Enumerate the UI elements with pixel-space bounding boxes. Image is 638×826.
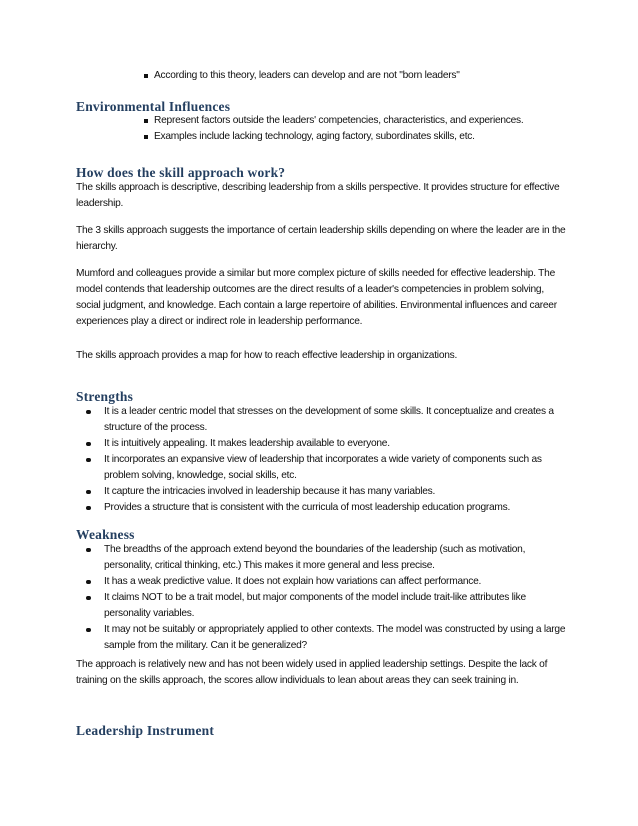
list-item: It incorporates an expansive view of leadership that incorporates a wide variety of components such as problem solving, knowledge, social skills, etc.	[76, 452, 566, 484]
how-paragraph-4: The skills approach provides a map for how to reach effective leadership in organizations.	[76, 350, 458, 361]
round-bullet-icon	[86, 410, 91, 415]
round-bullet-icon	[86, 580, 91, 585]
round-bullet-icon	[86, 548, 91, 553]
round-bullet-icon	[86, 628, 91, 633]
instrument-heading: Leadership Instrument	[76, 723, 215, 738]
round-bullet-icon	[86, 442, 91, 447]
strengths-bullet-list	[76, 404, 566, 516]
environmental-bullet-list	[144, 113, 574, 145]
list-item: It capture the intricacies involved in leadership because it has many variables.	[76, 484, 566, 500]
how-paragraph-3: Mumford and colleagues provide a similar but more complex picture of skills needed for effective leadership. The model contends that leadership outcomes are the direct results of a leader's competencies in problem solving, social judgment, and knowledge. Each contain a large repertoire of abilities. Environmental influences and career experiences play a direct or indirect role in leadership performance.	[76, 268, 557, 327]
weakness-heading: Weakness	[76, 527, 135, 542]
list-item: Represent factors outside the leaders' competencies, characteristics, and experiences.	[144, 113, 574, 129]
list-item: Provides a structure that is consistent with the curricula of most leadership education programs.	[76, 500, 566, 516]
weakness-section	[76, 527, 566, 543]
list-item: According to this theory, leaders can develop and are not "born leaders"	[144, 68, 574, 84]
square-bullet-icon	[144, 74, 148, 78]
strengths-heading: Strengths	[76, 389, 134, 404]
list-item: It has a weak predictive value. It does not explain how variations can affect performance.	[76, 574, 566, 590]
how-section	[76, 165, 566, 181]
weakness-paragraph: The approach is relatively new and has not been widely used in applied leadership settings. Despite the lack of training on the skills approach, the scores allow individuals to lean about areas they can seek training in.	[76, 659, 548, 686]
list-item: It claims NOT to be a trait model, but major components of the model include trait-like attributes like personality variables.	[76, 590, 566, 622]
round-bullet-icon	[86, 596, 91, 601]
environmental-heading: Environmental Influences	[76, 99, 231, 114]
round-bullet-icon	[86, 458, 91, 463]
list-item: Examples include lacking technology, aging factory, subordinates skills, etc.	[144, 129, 574, 145]
list-item: It may not be suitably or appropriately applied to other contexts. The model was constructed by using a large sample from the military. Can it be generalized?	[76, 622, 566, 654]
how-paragraph-1: The skills approach is descriptive, describing leadership from a skills perspective. It provides structure for effective leadership.	[76, 182, 560, 209]
intro-bullet-list	[144, 68, 574, 84]
square-bullet-icon	[144, 119, 148, 123]
square-bullet-icon	[144, 135, 148, 139]
how-heading: How does the skill approach work?	[76, 165, 286, 180]
list-item: The breadths of the approach extend beyond the boundaries of the leadership (such as motivation, personality, critical thinking, etc.) This makes it more general and less precise.	[76, 542, 566, 574]
list-item: It is intuitively appealing. It makes leadership available to everyone.	[76, 436, 566, 452]
instrument-section	[76, 723, 566, 739]
round-bullet-icon	[86, 490, 91, 495]
how-paragraph-2: The 3 skills approach suggests the importance of certain leadership skills depending on where the leader are in the hierarchy.	[76, 225, 566, 252]
strengths-section	[76, 389, 566, 405]
round-bullet-icon	[86, 506, 91, 511]
list-item: It is a leader centric model that stresses on the development of some skills. It conceptualize and creates a structure of the process.	[76, 404, 566, 436]
weakness-bullet-list	[76, 542, 566, 654]
